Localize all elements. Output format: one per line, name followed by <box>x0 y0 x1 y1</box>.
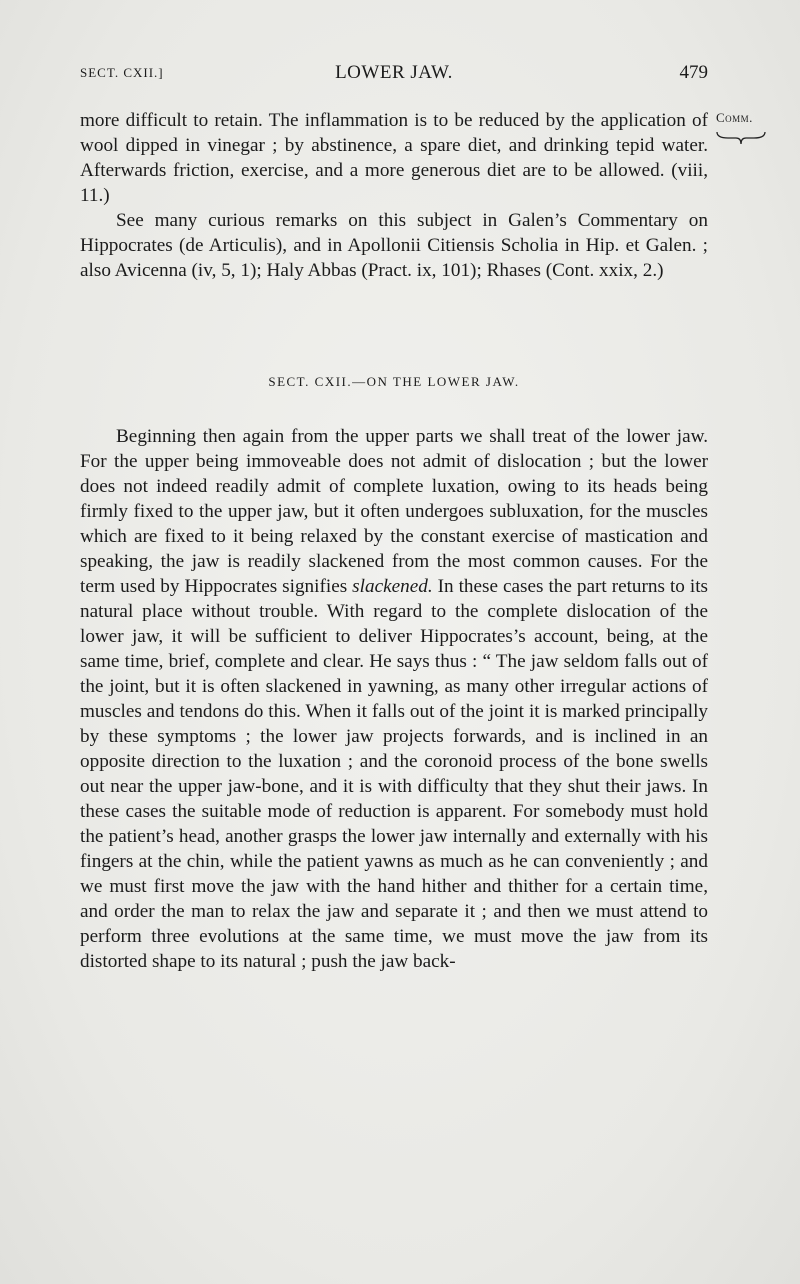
section-reference: SECT. CXII.] <box>80 65 164 80</box>
paragraph-text-part-1: Beginning then again from the upper parts we shall treat of the lower jaw. For the upper being immoveable does not admit of dislocation ; but the lower does not indeed readily admit of complete luxation, owing to its heads being firmly fixed to the upper jaw, but it often undergoes subluxation, for the muscles which are fixed to it being relaxed by the constant exercise of mastication and speaking, the jaw is readily slackened from the most common causes. For the term used by Hippocrates signifies <box>80 426 708 597</box>
page-title: LOWER JAW. <box>335 62 453 83</box>
margin-note: Comm. <box>716 110 753 125</box>
paragraph-lower-jaw <box>80 424 708 974</box>
curly-brace-icon <box>716 130 766 146</box>
running-head <box>80 62 708 86</box>
paragraph-references: See many curious remarks on this subject in Galen’s Commentary on Hippocrates (de Articulis), and in Apollonii Citiensis Scholia in Hip. et Galen. ; also Avicenna (iv, 5, 1); Haly Abbas (Pract. ix, 101); Rhases (Cont. xxix, 2.) <box>80 210 708 281</box>
section-heading: SECT. CXII.—ON THE LOWER JAW. <box>268 374 520 389</box>
paragraph-continued: more difficult to retain. The inflammation is to be reduced by the application of wool dipped in vinegar ; by abstinence, a spare diet, and drinking tepid water. Afterwards friction, exercise, and a more generous diet are to be allowed. (viii, 11.) <box>80 110 708 206</box>
italic-term: slackened. <box>352 576 433 597</box>
page-number: 479 <box>679 62 708 83</box>
paragraph-text-part-2: In these cases the part returns to its natural place without trouble. With regard to the complete dislocation of the lower jaw, it will be sufficient to deliver Hippocrates’s account, being, at the same time, brief, complete and clear. He says thus : “ The jaw seldom falls out of the joint, but it is often slackened in yawning, as many other irregular actions of muscles and tendons do this. When it falls out of the joint it is marked principally by these symptoms ; the lower jaw projects forwards, and is inclined in an opposite direction to the luxation ; and the coronoid process of the bone swells out near the upper jaw-bone, and it is with difficulty that they shut their jaws. In these cases the suitable mode of reduction is apparent. For somebody must hold the patient’s head, another grasps the lower jaw internally and externally with his fingers at the chin, while the patient yawns as much as he can conveniently ; and we must first move the jaw with the hand hither and thither for a certain time, and order the man to relax the jaw and separate it ; and then we must attend to perform three evolutions at the same time, we must move the jaw from its distorted shape to its natural ; push the jaw back- <box>80 576 708 972</box>
